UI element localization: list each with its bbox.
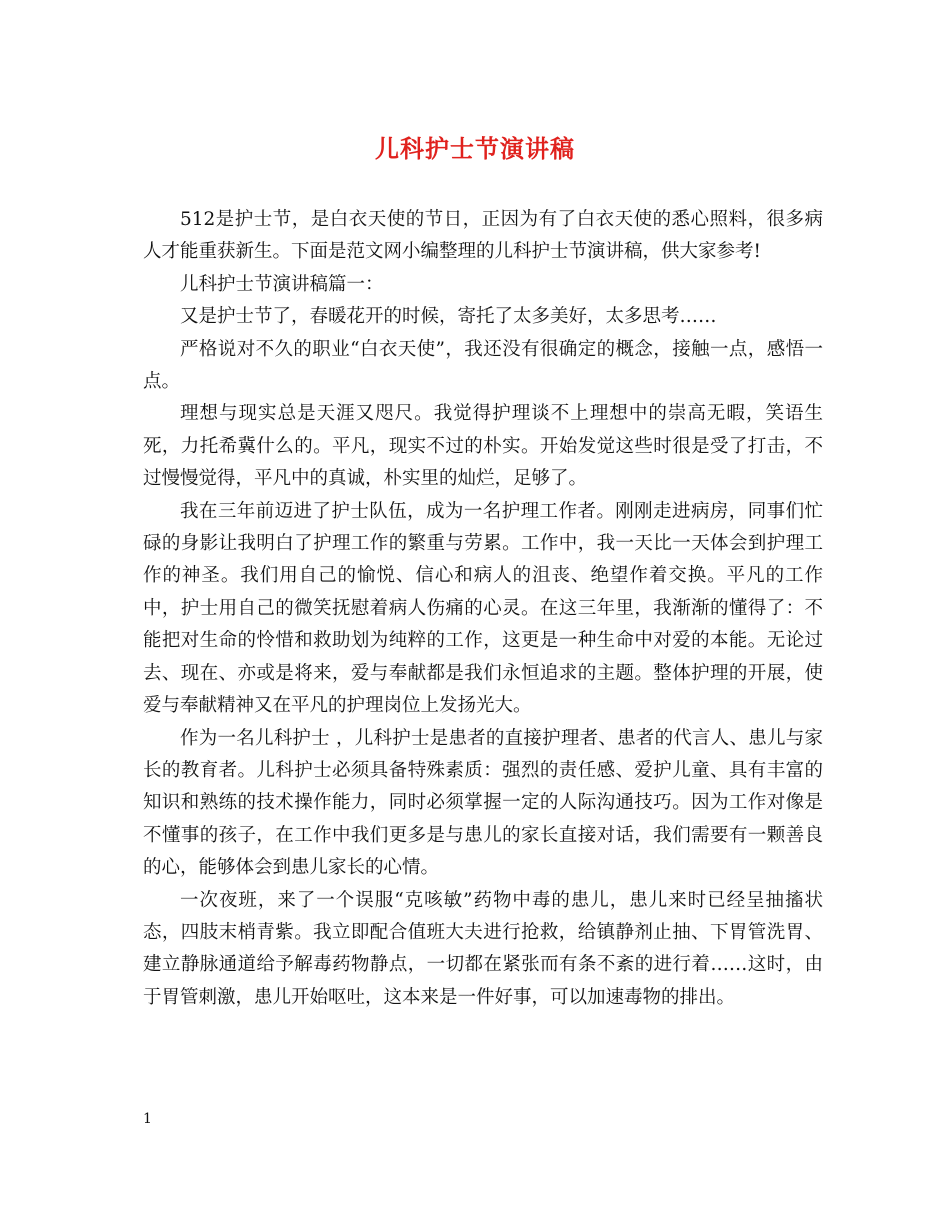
paragraph: 我在三年前迈进了护士队伍，成为一名护理工作者。刚刚走进病房，同事们忙碌的身影让我明白了护理工作的繁重与劳累。工作中，我一天比一天体会到护理工作的神圣。我们用自己的愉悦、信心和病人的沮丧、绝望作着交换。平凡的工作中，护士用自己的微笑抚慰着病人伤痛的心灵。在这三年里，我渐渐的懂得了：不能把对生命的怜惜和救助划为纯粹的工作，这更是一种生命中对爱的本能。无论过去、现在、亦或是将来，爱与奉献都是我们永恒追求的主题。整体护理的开展，使爱与奉献精神又在平凡的护理岗位上发扬光大。 xyxy=(143,500,823,717)
paragraph: 一次夜班，来了一个误服“克咳敏”药物中毒的患儿，患儿来时已经呈抽搐状态，四肢末梢青紫。我立即配合值班大夫进行抢救，给镇静剂止抽、下胃管洗胃、建立静脉通道给予解毒药物静点，一切都在紧张而有条不紊的进行着……这时，由于胃管刺激，患儿开始呕吐，这本来是一件好事，可以加速毒物的排出。 xyxy=(143,889,823,1008)
paragraph: 理想与现实总是天涯又咫尺。我觉得护理谈不上理想中的崇高无暇，笑语生死，力托希冀什么的。平凡，现实不过的朴实。开始发觉这些时很是受了打击，不过慢慢觉得，平凡中的真诚，朴实里的灿烂，足够了。 xyxy=(143,403,823,490)
document-title: 儿科护士节演讲稿 xyxy=(375,134,575,163)
paragraph: 作为一名儿科护士 ，儿科护士是患者的直接护理者、患者的代言人、患儿与家长的教育者。儿科护士必须具备特殊素质：强烈的责任感、爱护儿童、具有丰富的知识和熟练的技术操作能力，同时必须掌握一定的人际沟通技巧。因为工作对像是不懂事的孩子，在工作中我们更多是与患儿的家长直接对话，我们需要有一颗善良的心，能够体会到患儿家长的心情。 xyxy=(143,727,823,879)
page-number: 1 xyxy=(143,1111,152,1127)
paragraph: 512是护士节，是白衣天使的节日，正因为有了白衣天使的悉心照料，很多病人才能重获新生。下面是范文网小编整理的儿科护士节演讲稿，供大家参考! xyxy=(143,209,823,263)
paragraph: 又是护士节了，春暖花开的时候，寄托了太多美好，太多思考…… xyxy=(180,306,717,328)
document-body xyxy=(143,204,823,1014)
paragraph: 儿科护士节演讲稿篇一： xyxy=(180,273,384,295)
paragraph: 严格说对不久的职业“白衣天使”，我还没有很确定的概念，接触一点，感悟一点。 xyxy=(143,338,823,393)
